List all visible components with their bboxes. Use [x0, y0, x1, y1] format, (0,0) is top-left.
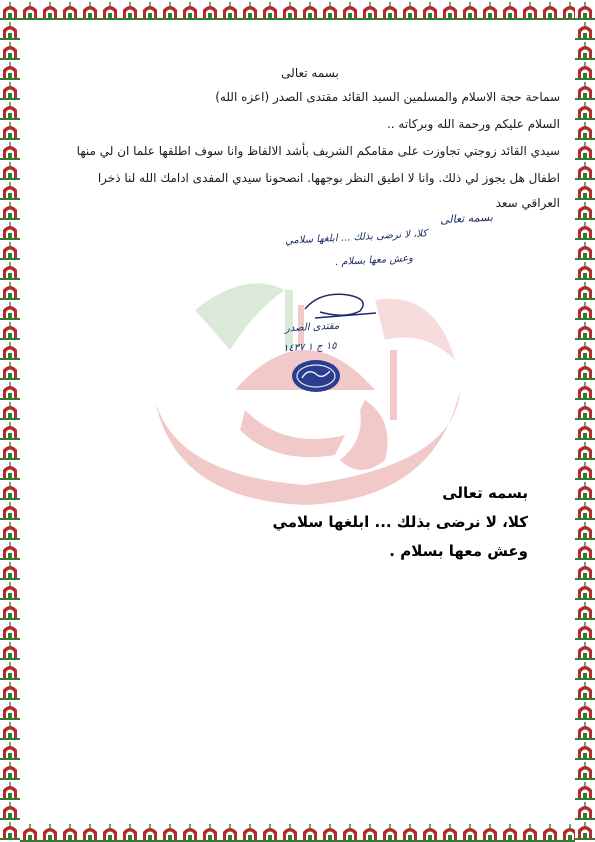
transcription-line: كلا، لا نرضى بذلك ... ابلغها سلامي [272, 513, 528, 531]
top-border [0, 0, 595, 20]
signature-mark [300, 285, 380, 325]
letter-line: السلام عليكم ورحمة الله وبركاته .. [386, 117, 560, 131]
left-border [0, 0, 20, 842]
handwritten-name: مقتدى الصدر [284, 320, 340, 335]
transcription-heading: بسمه تعالى [442, 484, 528, 502]
handwritten-line: وعش معها بسلام . [334, 252, 414, 269]
letter-signature: العراقي سعد [495, 196, 560, 210]
letter-heading: بسمه تعالى [281, 66, 339, 80]
official-seal [290, 358, 342, 394]
handwritten-heading: بسمه تعالى [439, 210, 494, 227]
handwritten-line: كلا، لا نرضى بذلك ... ابلغها سلامي [284, 228, 428, 247]
bottom-border [0, 822, 595, 842]
handwritten-date: ١٥ ج ١ ١٤٣٧ [282, 340, 337, 355]
letter-line: سماحة حجة الاسلام والمسلمين السيد القائد مقتدى الصدر (اعزه الله) [215, 90, 560, 104]
right-border [575, 0, 595, 842]
letter-line: اطفال هل يجوز لي ذلك. وانا لا اطيق النظر بوجهها. انصحونا سيدي المفدى ادامك الله لنا ذخرا [97, 171, 560, 185]
letter-line: سيدي القائد زوجتي تجاوزت على مقامكم الشريف بأشد الالفاظ وانا سوف اطلقها علما ان لي منها [76, 144, 560, 158]
transcription-line: وعش معها بسلام . [389, 542, 528, 560]
